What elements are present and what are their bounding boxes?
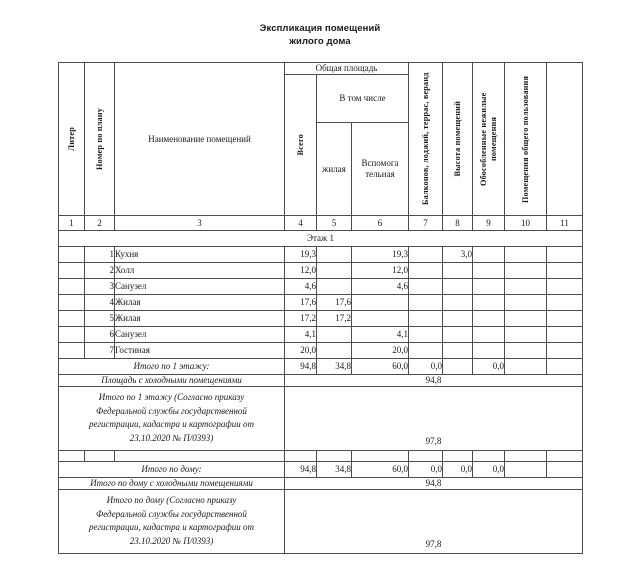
cell-total: 20,0: [285, 343, 317, 359]
explication-table-container: [58, 62, 582, 554]
cell-living: [317, 327, 352, 343]
header-separate-nonresidential: [473, 63, 505, 216]
cell-room-name: Кухня: [115, 247, 285, 263]
cell-height: 3,0: [443, 247, 473, 263]
spacer-cell: [85, 451, 115, 462]
floor-order-line-3: регистрации, кадастра и картографии от: [88, 419, 255, 429]
house-order-line-1: Итого по дому (Согласно приказу: [106, 495, 237, 505]
column-number-2: 2: [85, 216, 115, 231]
floor-total-balconies: 0,0: [409, 359, 443, 375]
cell-living: 17,6: [317, 295, 352, 311]
cell-number: 6: [85, 327, 115, 343]
column-number-5: 5: [317, 216, 352, 231]
column-number-7: 7: [409, 216, 443, 231]
house-cold-value: 94,8: [285, 478, 583, 490]
cell-balconies: [409, 263, 443, 279]
floor-band-label: Этаж 1: [59, 231, 583, 247]
house-total-common: [505, 462, 547, 478]
house-order-line-2: Федеральной службы государственной: [96, 508, 247, 519]
cell-nonresidential: [473, 279, 505, 295]
spacer-cell: [317, 451, 352, 462]
house-total-row: [59, 462, 583, 478]
spacer-cell: [443, 451, 473, 462]
cell-auxiliary: 4,1: [352, 327, 409, 343]
floor-order-line-4: 23.10.2020 № П/0393): [129, 432, 214, 443]
cell-room-name: Холл: [115, 263, 285, 279]
header-room-name: Наименование помещений: [115, 63, 285, 216]
cell-auxiliary: [352, 295, 409, 311]
header-common-use: [505, 63, 547, 216]
column-number-3: 3: [115, 216, 285, 231]
cell-total: 17,6: [285, 295, 317, 311]
cell-auxiliary: 19,3: [352, 247, 409, 263]
cell-nonresidential: [473, 247, 505, 263]
house-total-auxiliary: 60,0: [352, 462, 409, 478]
house-order-row: [59, 490, 583, 554]
cell-nonresidential: [473, 327, 505, 343]
cell-room-name: Жилая: [115, 295, 285, 311]
cell-col11: [547, 343, 583, 359]
spacer-cell: [505, 451, 547, 462]
floor-total-total: 94,8: [285, 359, 317, 375]
header-total-label: Всего: [295, 134, 305, 156]
cell-room-name: Санузел: [115, 327, 285, 343]
cell-number: 4: [85, 295, 115, 311]
cell-balconies: [409, 343, 443, 359]
header-common-use-label: Помещения общего пользования: [520, 75, 530, 203]
house-total-col11: [547, 462, 583, 478]
spacer-cell: [547, 451, 583, 462]
house-order-label: [59, 490, 285, 554]
house-cold-label: Итого по дому с холодными помещениями: [59, 478, 285, 490]
header-room-height-label: Высота помещений: [452, 101, 462, 177]
floor-total-living: 34,8: [317, 359, 352, 375]
cell-height: [443, 295, 473, 311]
column-number-1: 1: [59, 216, 85, 231]
floor-total-height: [443, 359, 473, 375]
house-cold-row: [59, 478, 583, 490]
header-plan-number-label: Номер по плану: [94, 108, 104, 170]
floor-1-group: [59, 231, 583, 462]
spacer-cell: [352, 451, 409, 462]
house-total-living: 34,8: [317, 462, 352, 478]
floor-total-auxiliary: 60,0: [352, 359, 409, 375]
cell-common: [505, 311, 547, 327]
cell-number: 3: [85, 279, 115, 295]
table-row[interactable]: [59, 295, 583, 311]
cell-auxiliary: 20,0: [352, 343, 409, 359]
cell-number: 7: [85, 343, 115, 359]
cell-nonresidential: [473, 343, 505, 359]
table-row[interactable]: [59, 327, 583, 343]
header-total: [285, 75, 317, 216]
column-number-8: 8: [443, 216, 473, 231]
cell-common: [505, 343, 547, 359]
cell-col11: [547, 295, 583, 311]
house-total-nonresidential: 0,0: [473, 462, 505, 478]
house-total-label: Итого по дому:: [59, 462, 285, 478]
cell-total: 17,2: [285, 311, 317, 327]
header-balconies-label: Балконов, лоджий, террас, веранд: [420, 72, 430, 206]
cell-number: 2: [85, 263, 115, 279]
cell-common: [505, 327, 547, 343]
header-liter: [59, 63, 85, 216]
cell-col11: [547, 263, 583, 279]
cell-liter: [59, 295, 85, 311]
cell-nonresidential: [473, 295, 505, 311]
house-order-value: 97,8: [285, 490, 583, 554]
cell-height: [443, 343, 473, 359]
cell-liter: [59, 343, 85, 359]
header-living: жилая: [317, 123, 352, 216]
column-number-6: 6: [352, 216, 409, 231]
floor-cold-row: [59, 375, 583, 387]
floor-order-value: 97,8: [285, 387, 583, 451]
cell-col11: [547, 279, 583, 295]
floor-band-row: [59, 231, 583, 247]
floor-total-row: [59, 359, 583, 375]
table-row[interactable]: [59, 263, 583, 279]
column-number-11: 11: [547, 216, 583, 231]
cell-liter: [59, 263, 85, 279]
spacer-cell: [409, 451, 443, 462]
cell-height: [443, 279, 473, 295]
floor-order-row: [59, 387, 583, 451]
house-order-line-3: регистрации, кадастра и картографии от: [88, 522, 255, 532]
header-room-height: [443, 63, 473, 216]
spacer-cell: [115, 451, 285, 462]
header-plan-number: [85, 63, 115, 216]
header-total-area-group: Общая площадь: [285, 63, 409, 75]
document-title-line2: жилого дома: [289, 36, 351, 47]
header-separate-nonresidential-label: Обособленные нежилые помещения: [478, 92, 498, 186]
cell-balconies: [409, 327, 443, 343]
cell-balconies: [409, 311, 443, 327]
cell-nonresidential: [473, 311, 505, 327]
cell-auxiliary: [352, 311, 409, 327]
header-auxiliary: Вспомога тельная: [352, 123, 409, 216]
floor-order-label: [59, 387, 285, 451]
cell-room-name: Санузел: [115, 279, 285, 295]
house-order-line-4: 23.10.2020 № П/0393): [129, 535, 214, 546]
document-title-line1: Экспликация помещений: [259, 23, 381, 34]
cell-number: 1: [85, 247, 115, 263]
cell-liter: [59, 247, 85, 263]
table-header-group: [59, 63, 583, 231]
cell-total: 4,1: [285, 327, 317, 343]
cell-liter: [59, 279, 85, 295]
table-row[interactable]: [59, 247, 583, 263]
explication-table: [58, 62, 583, 554]
cell-liter: [59, 311, 85, 327]
header-liter-label: Литер: [66, 126, 76, 152]
floor-cold-value: 94,8: [285, 375, 583, 387]
floor-total-col11: [547, 359, 583, 375]
cell-col11: [547, 311, 583, 327]
floor-cold-label: Площадь с холодными помещениями: [59, 375, 285, 387]
cell-balconies: [409, 295, 443, 311]
cell-living: [317, 343, 352, 359]
header-balconies: [409, 63, 443, 216]
header-including-group: В том числе: [317, 75, 409, 123]
floor-order-line-2: Федеральной службы государственной: [96, 405, 247, 416]
cell-common: [505, 263, 547, 279]
header-column-11: [547, 63, 583, 216]
cell-total: 12,0: [285, 263, 317, 279]
house-total-group: [59, 462, 583, 554]
column-number-4: 4: [285, 216, 317, 231]
spacer-cell: [59, 451, 85, 462]
cell-height: [443, 263, 473, 279]
house-total-height: 0,0: [443, 462, 473, 478]
cell-common: [505, 295, 547, 311]
spacer-row: [59, 451, 583, 462]
column-number-10: 10: [505, 216, 547, 231]
floor-total-label: Итого по 1 этажу:: [59, 359, 285, 375]
cell-auxiliary: 12,0: [352, 263, 409, 279]
cell-living: [317, 247, 352, 263]
cell-room-name: Жилая: [115, 311, 285, 327]
cell-total: 4,6: [285, 279, 317, 295]
cell-common: [505, 279, 547, 295]
spacer-cell: [473, 451, 505, 462]
cell-balconies: [409, 247, 443, 263]
spacer-cell: [285, 451, 317, 462]
house-total-balconies: 0,0: [409, 462, 443, 478]
table-row[interactable]: [59, 343, 583, 359]
cell-col11: [547, 327, 583, 343]
table-row[interactable]: [59, 311, 583, 327]
floor-total-nonresidential: 0,0: [473, 359, 505, 375]
floor-order-line-1: Итого по 1 этажу (Согласно приказу: [98, 392, 245, 402]
cell-living: [317, 263, 352, 279]
cell-balconies: [409, 279, 443, 295]
header-row-1: [59, 63, 583, 75]
column-number-row: [59, 216, 583, 231]
house-total-total: 94,8: [285, 462, 317, 478]
cell-height: [443, 311, 473, 327]
cell-total: 19,3: [285, 247, 317, 263]
cell-nonresidential: [473, 263, 505, 279]
cell-living: 17,2: [317, 311, 352, 327]
cell-room-name: Гостиная: [115, 343, 285, 359]
cell-col11: [547, 247, 583, 263]
cell-liter: [59, 327, 85, 343]
floor-total-common: [505, 359, 547, 375]
document-title: [0, 22, 640, 48]
cell-living: [317, 279, 352, 295]
cell-common: [505, 247, 547, 263]
cell-auxiliary: 4,6: [352, 279, 409, 295]
table-row[interactable]: [59, 279, 583, 295]
column-number-9: 9: [473, 216, 505, 231]
cell-number: 5: [85, 311, 115, 327]
cell-height: [443, 327, 473, 343]
